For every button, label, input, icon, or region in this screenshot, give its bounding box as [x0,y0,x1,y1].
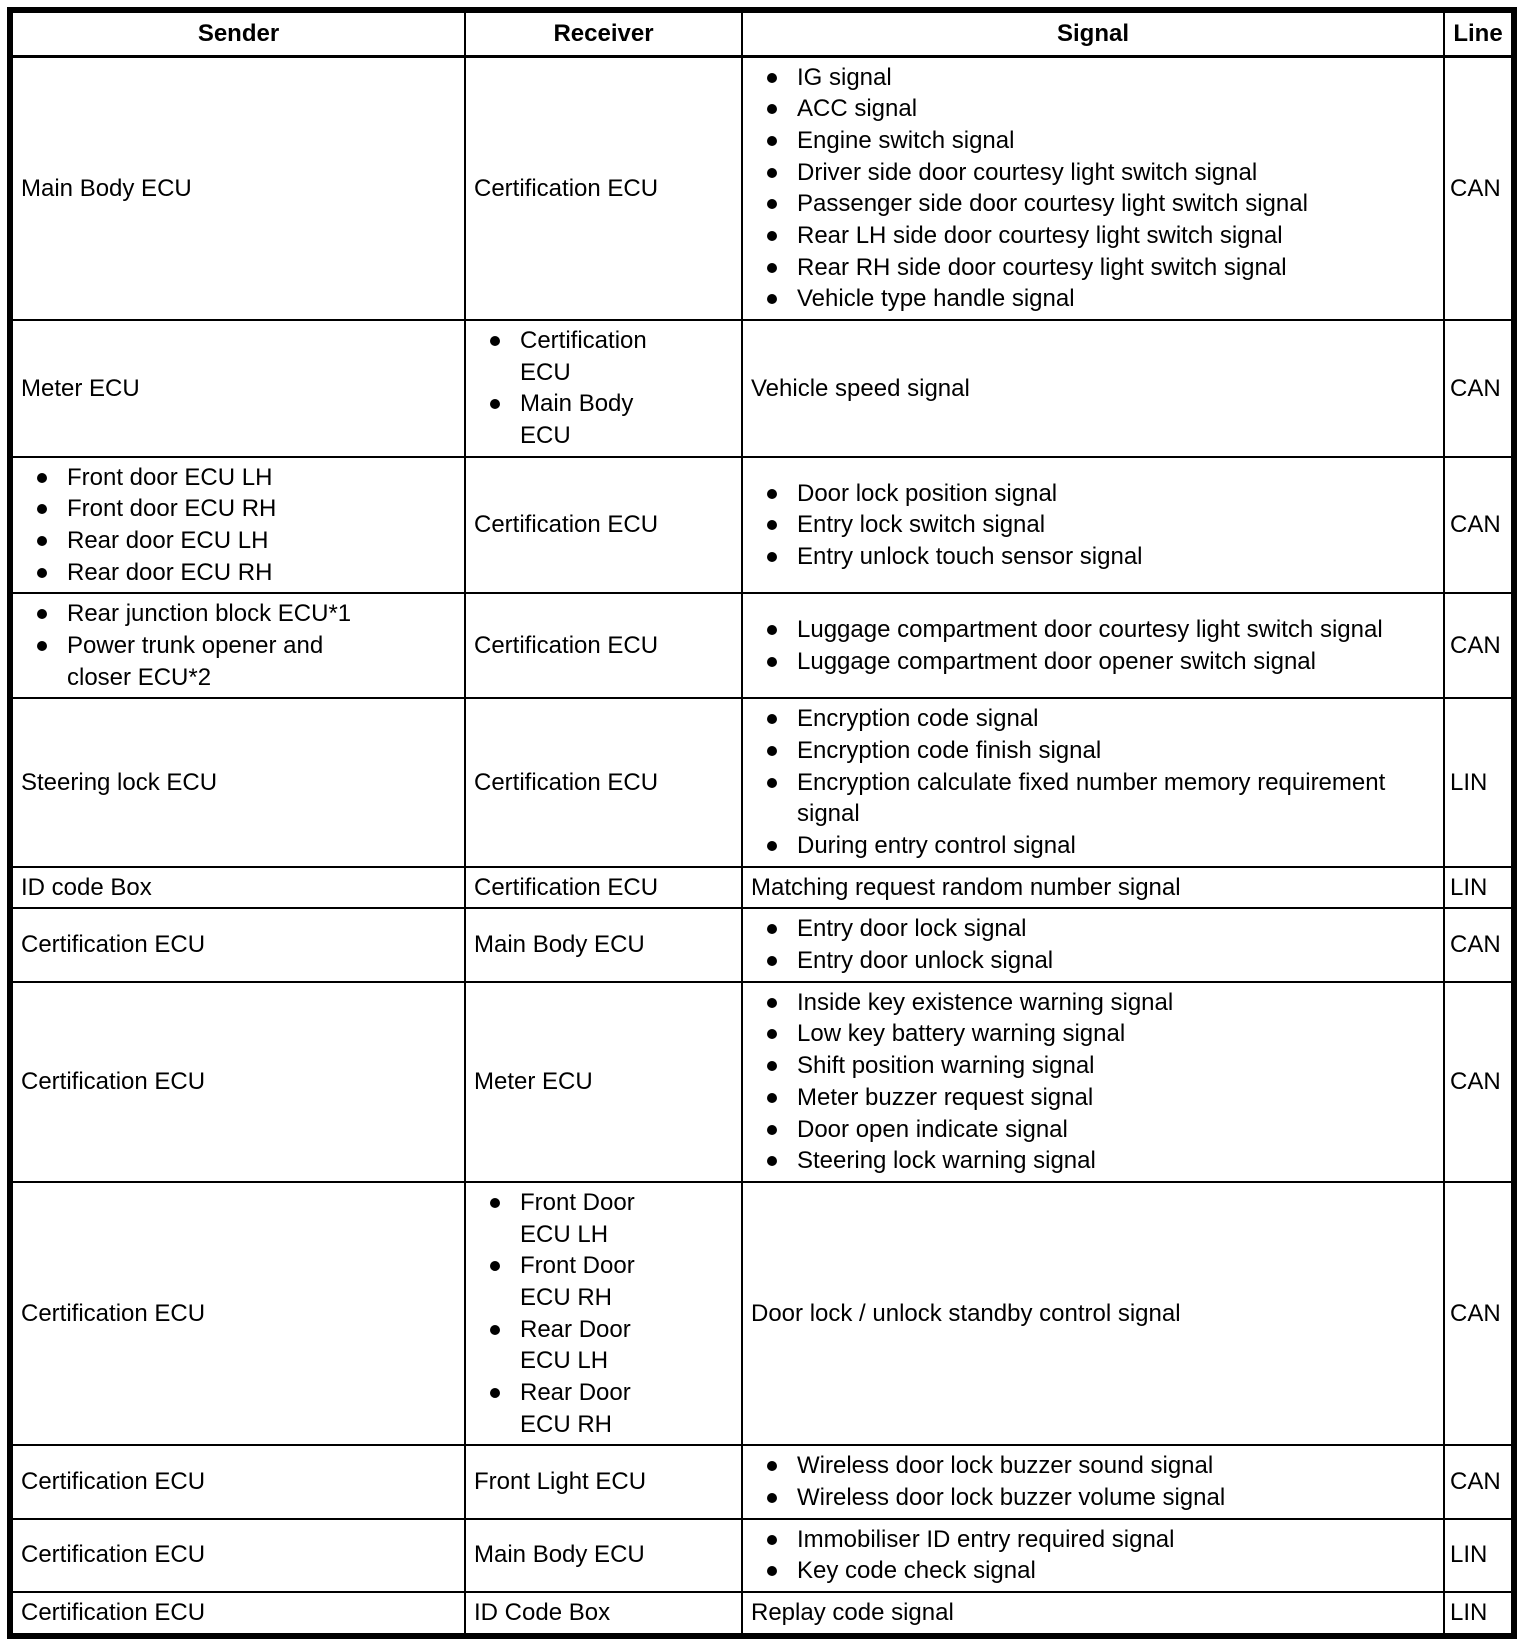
receiver-item: Rear Door ECU LH [472,1314,679,1377]
sender-text: Certification ECU [21,1598,206,1626]
signal-cell [742,457,1444,594]
column-header-line: Line [1444,10,1514,56]
signal-item: Luggage compartment door courtesy light switch signal [749,614,1437,646]
signal-cell [742,698,1444,866]
table-row [10,1445,1514,1518]
signal-item: Wireless door lock buzzer sound signal [749,1450,1437,1482]
receiver-cell [465,867,742,909]
column-header-signal: Signal [742,10,1444,56]
sender-item: Rear junction block ECU*1 [19,598,359,630]
sender-text: Main Body ECU [21,174,192,202]
signal-cell [742,56,1444,320]
sender-cell [10,908,465,981]
receiver-text: Certification ECU [474,511,659,539]
signal-item: Door lock position signal [749,478,1437,510]
line-cell: CAN [1444,457,1514,594]
table-row [10,867,1514,909]
signal-item: Encryption code signal [749,703,1437,735]
line-cell: CAN [1444,593,1514,698]
line-cell: LIN [1444,1519,1514,1592]
receiver-text: Certification ECU [474,174,659,202]
signal-bullet-list [749,1524,1437,1587]
signal-bullet-list [749,1450,1437,1513]
signal-cell [742,1182,1444,1445]
sender-item: Power trunk opener and closer ECU*2 [19,630,359,693]
signal-cell [742,1445,1444,1518]
sender-text: Steering lock ECU [21,768,218,796]
signal-item: Door open indicate signal [749,1114,1437,1146]
signal-cell [742,867,1444,909]
sender-text: Meter ECU [21,374,140,402]
receiver-cell [465,1445,742,1518]
signal-item: Key code check signal [749,1555,1437,1587]
sender-text: Certification ECU [21,1067,206,1095]
signal-bullet-list [749,614,1437,677]
table-row [10,1519,1514,1592]
signal-item: ACC signal [749,93,1437,125]
receiver-text: ID Code Box [474,1598,611,1626]
sender-bullet-list [19,598,458,693]
sender-cell [10,593,465,698]
signal-item: Engine switch signal [749,125,1437,157]
receiver-bullet-list [472,325,735,452]
table-row [10,908,1514,981]
receiver-cell [465,1592,742,1636]
sender-bullet-list [19,462,458,589]
signal-item: Encryption calculate fixed number memory requirement signal [749,767,1437,830]
signal-text: Replay code signal [751,1598,954,1626]
signal-item: IG signal [749,62,1437,94]
sender-text: Certification ECU [21,1541,206,1569]
receiver-text: Certification ECU [474,768,659,796]
sender-item: Front door ECU RH [19,493,359,525]
signal-item: Inside key existence warning signal [749,987,1437,1019]
signal-text: Vehicle speed signal [751,374,970,402]
signal-bullet-list [749,703,1437,861]
signal-cell [742,320,1444,457]
signal-item: Shift position warning signal [749,1050,1437,1082]
sender-cell [10,1592,465,1636]
sender-text: Certification ECU [21,1299,206,1327]
receiver-bullet-list [472,1187,735,1440]
line-cell: LIN [1444,698,1514,866]
signal-cell [742,593,1444,698]
signal-item: Passenger side door courtesy light switch signal [749,188,1437,220]
signal-item: During entry control signal [749,830,1437,862]
signal-cell [742,1519,1444,1592]
line-cell: CAN [1444,908,1514,981]
receiver-text: Certification ECU [474,632,659,660]
signal-item: Steering lock warning signal [749,1145,1437,1177]
signal-item: Entry door lock signal [749,913,1437,945]
signal-item: Rear LH side door courtesy light switch signal [749,220,1437,252]
signal-bullet-list [749,913,1437,976]
table-body [10,56,1514,1635]
receiver-text: Front Light ECU [474,1468,647,1496]
line-cell: LIN [1444,867,1514,909]
receiver-text: Certification ECU [474,873,659,901]
signal-communication-table [7,7,1517,1639]
receiver-item: Rear Door ECU RH [472,1377,679,1440]
receiver-cell [465,320,742,457]
receiver-cell [465,56,742,320]
signal-cell [742,982,1444,1182]
receiver-cell [465,698,742,866]
receiver-text: Main Body ECU [474,1541,645,1569]
sender-cell [10,1182,465,1445]
table-row [10,56,1514,320]
sender-cell [10,1519,465,1592]
receiver-cell [465,982,742,1182]
signal-text: Matching request random number signal [751,873,1181,901]
sender-item: Rear door ECU RH [19,557,359,589]
sender-text: ID code Box [21,873,152,901]
sender-cell [10,867,465,909]
signal-item: Meter buzzer request signal [749,1082,1437,1114]
receiver-text: Main Body ECU [474,931,645,959]
sender-cell [10,1445,465,1518]
table-row [10,698,1514,866]
sender-cell [10,457,465,594]
signal-item: Entry door unlock signal [749,945,1437,977]
sender-text: Certification ECU [21,931,206,959]
signal-cell [742,908,1444,981]
receiver-text: Meter ECU [474,1067,593,1095]
sender-cell [10,56,465,320]
signal-item: Entry unlock touch sensor signal [749,541,1437,573]
line-cell: CAN [1444,1445,1514,1518]
signal-item: Vehicle type handle signal [749,283,1437,315]
signal-cell [742,1592,1444,1636]
table-header-row [10,10,1514,56]
sender-cell [10,320,465,457]
line-cell: CAN [1444,1182,1514,1445]
sender-item: Rear door ECU LH [19,525,359,557]
receiver-cell [465,908,742,981]
table-row [10,982,1514,1182]
column-header-receiver: Receiver [465,10,742,56]
signal-bullet-list [749,62,1437,315]
line-cell: CAN [1444,320,1514,457]
signal-item: Encryption code finish signal [749,735,1437,767]
line-cell: CAN [1444,56,1514,320]
signal-item: Immobiliser ID entry required signal [749,1524,1437,1556]
table-row [10,457,1514,594]
receiver-item: Front Door ECU RH [472,1250,679,1313]
signal-text: Door lock / unlock standby control signal [751,1299,1181,1327]
receiver-cell [465,1519,742,1592]
line-cell: LIN [1444,1592,1514,1636]
signal-item: Wireless door lock buzzer volume signal [749,1482,1437,1514]
receiver-item: Certification ECU [472,325,679,388]
receiver-item: Front Door ECU LH [472,1187,679,1250]
receiver-cell [465,1182,742,1445]
signal-bullet-list [749,478,1437,573]
signal-item: Entry lock switch signal [749,509,1437,541]
signal-item: Luggage compartment door opener switch signal [749,646,1437,678]
signal-item: Driver side door courtesy light switch signal [749,157,1437,189]
sender-cell [10,698,465,866]
signal-item: Low key battery warning signal [749,1018,1437,1050]
receiver-item: Main Body ECU [472,388,679,451]
signal-bullet-list [749,987,1437,1177]
table-row [10,1592,1514,1636]
sender-text: Certification ECU [21,1468,206,1496]
table-row [10,593,1514,698]
signal-item: Rear RH side door courtesy light switch signal [749,252,1437,284]
sender-cell [10,982,465,1182]
receiver-cell [465,457,742,594]
sender-item: Front door ECU LH [19,462,359,494]
column-header-sender: Sender [10,10,465,56]
line-cell: CAN [1444,982,1514,1182]
table-row [10,320,1514,457]
receiver-cell [465,593,742,698]
table-row [10,1182,1514,1445]
